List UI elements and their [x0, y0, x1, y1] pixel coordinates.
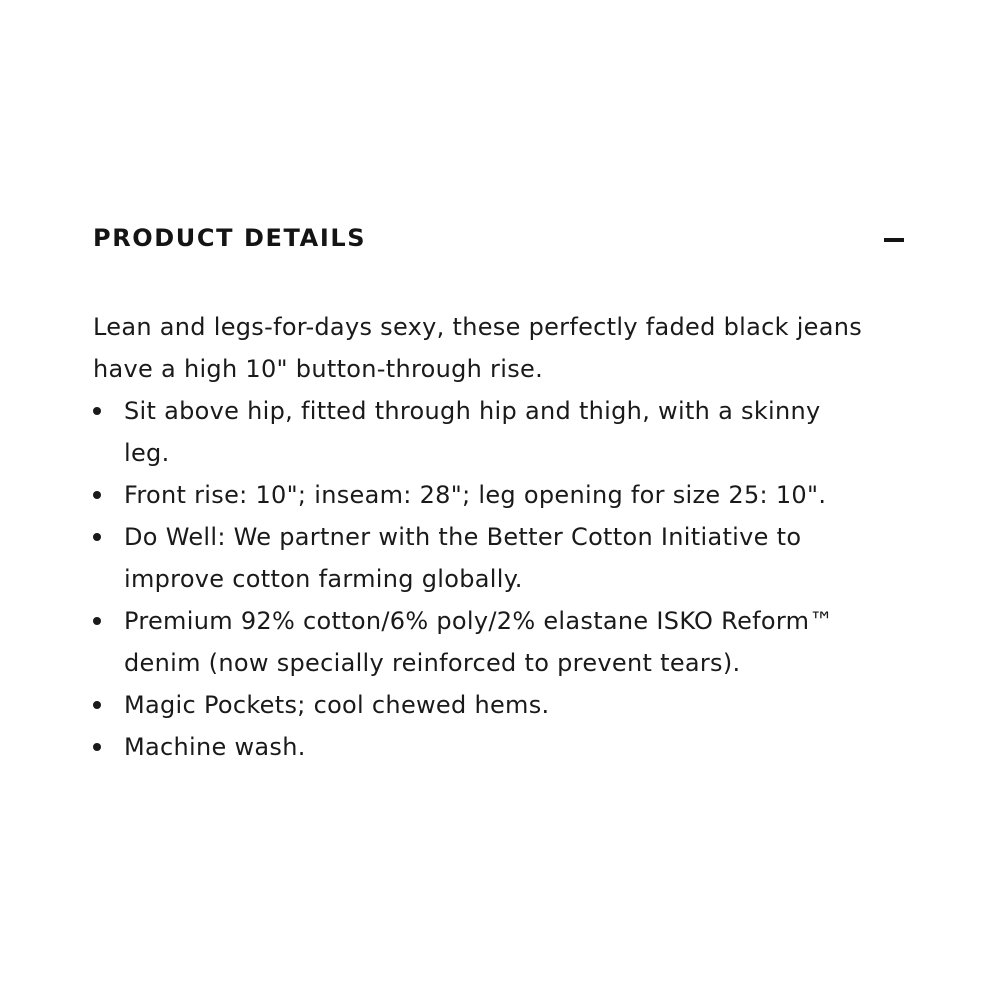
minus-icon — [884, 238, 904, 242]
list-item — [93, 684, 873, 726]
bullet-icon — [93, 533, 101, 541]
list-item — [93, 726, 873, 768]
list-item-text: Sit above hip, fitted through hip and thigh, with a skinny leg. — [124, 397, 821, 467]
accordion-body — [93, 306, 873, 768]
product-description: Lean and legs-for-days sexy, these perfectly faded black jeans have a high 10" button-through rise. — [93, 313, 863, 383]
collapse-toggle[interactable] — [883, 220, 905, 256]
bullet-icon — [93, 407, 101, 415]
list-item-text: Front rise: 10"; inseam: 28"; leg opening for size 25: 10". — [124, 481, 827, 509]
section-title: PRODUCT DETAILS — [93, 224, 367, 252]
bullet-icon — [93, 743, 101, 751]
list-item-text: Do Well: We partner with the Better Cotton Initiative to improve cotton farming globally. — [124, 523, 802, 593]
accordion-header[interactable] — [93, 220, 905, 256]
list-item-text: Machine wash. — [124, 733, 306, 761]
list-item-text: Premium 92% cotton/6% poly/2% elastane ISKO Reform™ denim (now specially reinforced to prevent tears). — [124, 607, 834, 677]
bullet-icon — [93, 617, 101, 625]
detail-list — [93, 390, 873, 768]
bullet-icon — [93, 491, 101, 499]
list-item-text: Magic Pockets; cool chewed hems. — [124, 691, 550, 719]
list-item — [93, 516, 873, 600]
bullet-icon — [93, 701, 101, 709]
list-item — [93, 390, 873, 474]
list-item — [93, 600, 873, 684]
list-item — [93, 474, 873, 516]
